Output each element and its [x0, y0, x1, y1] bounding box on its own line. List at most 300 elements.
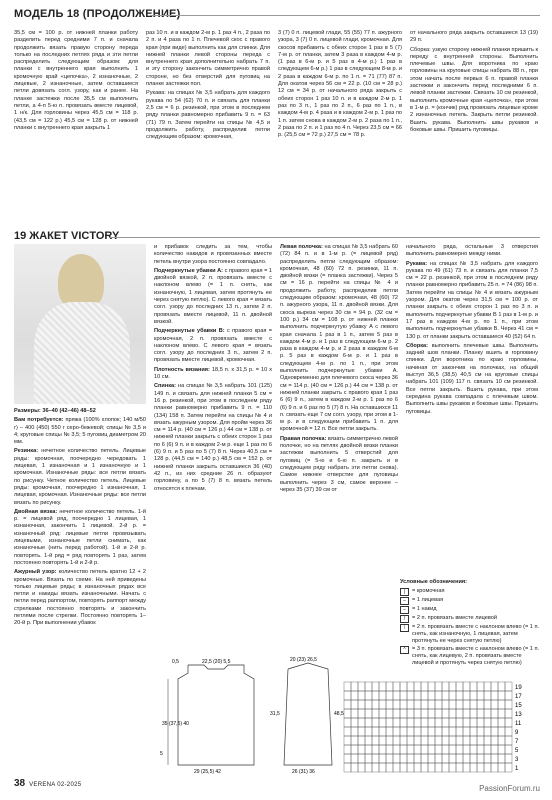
chart-cell	[365, 682, 372, 691]
chart-cell	[456, 700, 463, 709]
right-front-label: Правая полочка:	[280, 435, 327, 442]
chart-cell	[470, 709, 477, 718]
chart-cell	[421, 700, 428, 709]
legend-item	[400, 588, 540, 596]
chart-cell	[414, 718, 421, 727]
left-front-text: на спицах № 3,5 набрать 60 (72) 84 п. и в 1-м р. (= лицевой ряд) распределить петли следующим образом: кромочная, 48 (60) 72 п. резинки, 11 п. двойной вязки (= планка застежки). Через 5 см = 16 р. перейти на спицы № 4 и продолжить работу, распределив петли следующим образом: кромочная, 48 (60) 72 п. ажурного узора, 11 п. двойной вязки. Для скоса выреза через 30 см = 94 р. (32 см = 100 р.) 34 см = 108 р. от нижней планки выполнить подчеркнутую убавку А с левого края сначала 1 раз в 1 п., затем 5 раз в каждом 4-м р. и 1 раз в следующем 6-м р. 2 раза в каждом 4-м р. и 2 раза в каждом 6-м р. 5 раз в каждом 6-м р. и 1 раз в следующем 4-м р. по 1 п., при этом выполнить подчеркнутые убавки А. Одновременно для плечевого скоса через 36 см = 114 р. (40 см = 126 р.) 44 см = 138 р. от нижней планки закрыть с правого края 1 раз 6 (6) 9 п., затем в каждом 2-м р. 1 раз по 6 (6) 9 п. и 6 раз по 5 (7) 8 п. На оставшихся 11 п. связать еще 7 см согл. узору, при этом в 1-м р. и в следующем прибавить 1 п. для кромочной = 12 п. Все петли закрыть.	[280, 244, 399, 433]
chart-cell	[386, 736, 393, 745]
chart-cell	[358, 691, 365, 700]
chart-cell	[428, 700, 435, 709]
chart-cell	[379, 709, 386, 718]
assembly-text: выполнить плечевые швы. Выполнить задний шов планки. Планку вшить в горловину спинки. Для воротника по краю горловины, начиная от закончив на полочках, на общий выступ 36,5 (38,5) 40,5 см на круговые спицы набрать 101 (109) 117 п. связать 10 см резинкой. Все петли закрыть. Вшить рукава, при этом середина рукава совпадала с плечевым швом. Выполнить швы рукавов и боковые швы. Пришить пуговицы.	[406, 342, 538, 415]
chart-row-label: 5	[515, 748, 519, 754]
chart-cell	[372, 718, 379, 727]
section-divider	[110, 237, 540, 238]
chart-cell	[470, 700, 477, 709]
dim-neck: 22,5 (20) 5,5	[202, 659, 231, 665]
chart-cell	[400, 754, 407, 763]
top-col1-text: 35,5 см = 100 р. от нижней планки работу разделить перед средними 7 п. и сначала продолжить вязать правую сторону переда только на последних петлях ряда и эти петли распределить следующим образом: для планки с внутреннего края выполнить 1 кромочную край «цепочка», 2 изнаночные, 2 лицевые, 2 изнаночные, затем оставшиеся петли довязать согл. узору, как и ранее. На планке застежки после 35,5 см выполнить петли, а 4-п 5-ю п. провязать вместе лицевой, 1 н/к. Для горловины через 45,5 см = 118 р. (43,5 см = 122 р.) 45,5 см = 128 р. от нижней планки с внутреннего края закрыть 1	[14, 30, 138, 131]
legend-text: = кромочная	[412, 588, 445, 594]
chart-cell	[491, 718, 498, 727]
chart-cell	[358, 736, 365, 745]
chart-cell	[463, 745, 470, 754]
chart-cell	[421, 754, 428, 763]
chart-cell	[456, 727, 463, 736]
chart-cell	[365, 700, 372, 709]
chart-cell	[421, 718, 428, 727]
chart-cell	[393, 736, 400, 745]
chart-cell	[351, 718, 358, 727]
chart-cell	[435, 682, 442, 691]
top-col4b-text: Сборка: узкую сторону нижней планки пришить к переду с внутренней стороны. Выполнить плечевые швы. Для воротника по краю горловины на круговые спицы набрать 88 п., при этом начать после первых 6 п. правой планки застежки и закончить перед последними 6 п. левой планки застежки. Связать 10 см резинкой, выполнить кромочные края «цепочка», при этом в 1-м р. = (кончик) ряд провязать лицевые кроме 2 изнаночных петель. Закрыть петли резинкой. Вшить рукава. Выполнить швы рукавов и боковые швы. Пришить пуговицы.	[410, 46, 538, 133]
chart-cell	[351, 682, 358, 691]
chart-cell	[365, 745, 372, 754]
chart-cell	[421, 691, 428, 700]
chart-cell	[407, 691, 414, 700]
chart-cell	[463, 682, 470, 691]
legend-title: Условные обозначения:	[400, 579, 468, 585]
top-col2b-text: Рукава: на спицах № 3,5 набрать для каждого рукава по 54 (62) 70 п. и связать для планки 2,5 см = 6 р. резинкой, при этом в последнем ряду планки равномерно прибавить 9 п. = 63 (71) 79 п. Затем перейти на спицы № 4,5 и продолжить работу, распределив петли следующим образом: кромочная,	[146, 90, 270, 141]
chart-cell	[414, 727, 421, 736]
chart-cell	[442, 709, 449, 718]
top-col2-text: раз 10 п. и в каждом 2-м р. 1 раз 4 п., 2 раза по 2 п. и 4 раза по 1 п. Плечевой скос с правого края (при виде) выполнить как для спинки. Для нижней планки левой стороны переда с внутреннего края дополнительно набрать 7 п. и эту сторону закончить симметрично правой стороне, но без отверстий для пуговиц на планке застежки пол.	[146, 30, 270, 88]
chart-cell	[470, 718, 477, 727]
chart-cell	[498, 763, 505, 772]
legend-symbol: /	[400, 615, 409, 623]
chart-cell	[477, 754, 484, 763]
chart-row-label: 9	[515, 730, 519, 736]
chart-cell	[414, 691, 421, 700]
chart-cell	[407, 736, 414, 745]
sleeves-label: Рукава:	[406, 260, 428, 267]
chart-cell	[442, 700, 449, 709]
chart-cell	[358, 727, 365, 736]
chart-cell	[365, 709, 372, 718]
chart-cell	[400, 718, 407, 727]
top-column-1	[14, 30, 138, 134]
chart-cell	[442, 718, 449, 727]
chart-cell	[344, 709, 351, 718]
chart-cell	[491, 727, 498, 736]
chart-row-label: 7	[515, 739, 519, 745]
header-divider	[150, 15, 540, 16]
model-jacket	[34, 302, 130, 404]
chart-cell	[386, 682, 393, 691]
chart-cell	[505, 709, 512, 718]
dim-height: 35 (37,5) 40	[162, 721, 189, 727]
back-label: Спинка:	[154, 383, 177, 390]
top-column-4	[410, 30, 538, 136]
chart-cell	[379, 763, 386, 772]
chart-cell	[379, 682, 386, 691]
decrease-a-label: Подчеркнутые убавки А:	[154, 267, 224, 274]
top-col4-text: от начального ряда закрыть оставшиеся 13 (19) 29 п.	[410, 30, 538, 44]
chart-cell	[491, 691, 498, 700]
chart-cell	[344, 745, 351, 754]
chart-cell	[470, 691, 477, 700]
chart-cell	[484, 700, 491, 709]
left-front-label: Левая полочка:	[280, 244, 323, 250]
chart-cell	[351, 691, 358, 700]
chart-cell	[449, 682, 456, 691]
chart-cell	[393, 745, 400, 754]
dim-sleeve-top: 20 (23) 26,5	[290, 657, 317, 663]
chart-cell	[344, 763, 351, 772]
chart-cell	[365, 691, 372, 700]
chart-cell	[449, 736, 456, 745]
left-front-para	[280, 244, 398, 434]
chart-cell	[484, 709, 491, 718]
chart-cell	[379, 727, 386, 736]
mid-intro-text: и прибавок следить за тем, чтобы количество накидов и провязанных вместе петель внутри узора постоянно совпадало.	[154, 244, 272, 265]
chart-cell	[463, 763, 470, 772]
chart-cell	[498, 736, 505, 745]
right-column	[406, 244, 538, 418]
chart-row-label: 11	[515, 721, 522, 727]
chart-cell	[435, 754, 442, 763]
chart-cell	[379, 691, 386, 700]
legend-symbol: ^	[400, 646, 409, 654]
chart-cell	[372, 691, 379, 700]
rib-text: нечетное количество петель. Лицевые ряды: кромочная, поочередно чередовать 1 лицевая, 1 изнаночная и 1 изнаночную и 1 кромочная. Изнаночные ряды: все петли вязать по рисунку. Четное количество петель. Лицевые ряды: кромочная, поочередно 1 изнаночная, 1 лицевая, кромочная. Изнаночные ряды: все петли вязать по рисунку.	[14, 448, 146, 506]
chart-cell	[428, 709, 435, 718]
chart-cell	[407, 754, 414, 763]
chart-cell	[358, 754, 365, 763]
chart-cell	[344, 736, 351, 745]
chart-cell	[456, 754, 463, 763]
chart-cell	[491, 736, 498, 745]
chart-cell	[442, 682, 449, 691]
chart-cell	[407, 727, 414, 736]
sizes-text: Размеры: 36–40 (42–46) 48–52	[14, 408, 96, 414]
chart-cell	[477, 745, 484, 754]
chart-cell	[463, 709, 470, 718]
chart-cell	[386, 745, 393, 754]
chart-cell	[484, 691, 491, 700]
materials-text: пряжа (100% хлопок; 140 м/50 г) – 400 (450) 550 г серо-бежевой; спицы № 3,5 и 4; круговые спицы № 3,5; 5 пуговиц диаметром 20 мм.	[14, 417, 146, 446]
chart-cell	[414, 754, 421, 763]
chart-cell	[358, 700, 365, 709]
chart-cell	[484, 718, 491, 727]
chart-cell	[365, 736, 372, 745]
chart-cell	[505, 718, 512, 727]
chart-cell	[400, 763, 407, 772]
legend-items	[400, 588, 540, 667]
chart-cell	[477, 736, 484, 745]
chart-cell	[449, 691, 456, 700]
gauze-text: нечетное количество петель. 1-й р. = лицевой ряд, поочередно 1 лицевая, 1 изнаночная, закончить 1 лицевой. 2-й р. = изнаночный ряд: лицевые петли провязывать лицевыми, изнаночные петли снимать, как изнаночные (нить перед работой). 1-й и 2-й р. повторять. 1-й ряд = ряд повторять 1 раз, затем постоянно повторять 1-й и 2-й р.	[14, 508, 146, 566]
chart-cell	[351, 736, 358, 745]
chart-cell	[393, 700, 400, 709]
dim-bottom: 5	[160, 751, 163, 757]
chart-cell	[470, 736, 477, 745]
chart-cell	[414, 682, 421, 691]
chart-cell	[435, 700, 442, 709]
sleeves-text: на спицах № 3,5 набрать для каждого рукава по 49 (61) 73 п. и связать для планки 7,5 см = 22 р. резинкой, при этом в последнем ряду планки равномерно прибавить 25 п. = 74 (86) 98 п. Затем перейти на спицы № 4 и вязать ажурным узором. Для окатов через 31,5 см = 100 р. от планки закрыть с обеих сторон 1 раз по 3 п. и выполнить подчеркнутые убавки В 1 раз в 1-м р. и 17 раз в каждом 4-м р. по 1 п., при этом выполнить подчеркнутые убавки В. Через 41 см = 130 р. от планки закрыть оставшиеся 40 (52) 64 п.	[406, 260, 538, 340]
chart-cell	[491, 745, 498, 754]
legend-text: = 1 лицевая	[412, 597, 444, 603]
chart-cell	[505, 700, 512, 709]
chart-cell	[449, 718, 456, 727]
chart-cell	[379, 736, 386, 745]
legend-item	[400, 646, 540, 667]
chart-row-label: 3	[515, 757, 519, 763]
legend-text: = 2 п. провязать вместе с наклоном влево (= 1 п. снять, как изнаночную, 1 лицевая, затем протянуть ее через снятую петлю)	[412, 624, 540, 644]
legend-symbol: |	[400, 588, 409, 596]
chart-cell	[449, 709, 456, 718]
chart-cell	[484, 754, 491, 763]
chart-cell	[470, 727, 477, 736]
sleeve-schematic	[268, 655, 348, 777]
middle-column	[154, 244, 272, 495]
chart-cell	[498, 682, 505, 691]
chart-cell	[477, 709, 484, 718]
footer	[14, 778, 81, 789]
chart-cell	[463, 718, 470, 727]
chart-cell	[421, 682, 428, 691]
chart-cell	[463, 754, 470, 763]
legend	[400, 579, 540, 668]
chart-cell	[456, 763, 463, 772]
chart-cell	[456, 736, 463, 745]
chart-cell	[442, 727, 449, 736]
chart-cell	[393, 754, 400, 763]
chart-cell	[449, 727, 456, 736]
chart-cell	[379, 700, 386, 709]
chart-cell	[407, 745, 414, 754]
legend-symbol: \	[400, 624, 409, 632]
legend-text: = 2 п. провязать вместе лицевой	[412, 615, 498, 621]
chart-cell	[498, 754, 505, 763]
chart-cell	[428, 718, 435, 727]
chart-cell	[463, 691, 470, 700]
lace-text: количество петель кратно 12 + 2 кромочные. Вязать по схеме. На ней приведены только лицевые ряды; в изнаночных рядах все петли и накиды вязать изнаночными. Начать с петли перед раппортом, повторять раппорт между стрелками постоянно повторять и закончить петлями после стрелки. Постоянно повторять 1–20-й р. При выполнении убавок	[14, 569, 146, 627]
chart-cell	[414, 736, 421, 745]
chart-cell	[365, 718, 372, 727]
dim-sleeve-height: 31,5	[270, 711, 280, 717]
chart-cell	[470, 754, 477, 763]
chart-cell	[435, 763, 442, 772]
chart-cell	[400, 700, 407, 709]
decrease-b-text: с правого края = кромочная, 2 п. провязать вместе с наклоном влево. С левого края = вязать согл. узору до последних 3 п., затем 2 п. провязать вместе лицевой, кромочная.	[154, 328, 272, 364]
chart-cell	[407, 709, 414, 718]
materials-para	[14, 417, 146, 446]
chart-cell	[407, 763, 414, 772]
chart-cell	[386, 763, 393, 772]
chart-cell	[428, 736, 435, 745]
chart-cell	[456, 718, 463, 727]
chart-cell	[358, 763, 365, 772]
sleeves-para	[406, 261, 538, 341]
chart-cell	[442, 736, 449, 745]
chart-cell	[386, 709, 393, 718]
chart-cell	[400, 727, 407, 736]
chart-cell	[386, 727, 393, 736]
chart-cell	[491, 763, 498, 772]
decrease-a-text: с правого края = 1 двойной вязкой, 2 п. провязать вместе с наклоном влево (= 1 п. снять, как изнаночную, 1 лицевая, затем протянуть ее через снятую петлю). С левого края = вязать согл. узору до последних 13 п., затем 2 п. провязать вместе лицевой, 11 п. двойной вязкой.	[154, 267, 272, 325]
chart-cell	[498, 709, 505, 718]
legend-item	[400, 606, 540, 614]
chart-cell	[435, 718, 442, 727]
back-schematic	[158, 655, 270, 777]
chart-cell	[386, 754, 393, 763]
chart-cell	[442, 763, 449, 772]
chart-row-label: 13	[515, 712, 522, 718]
assembly-label: Сборка:	[406, 342, 429, 349]
legend-item	[400, 624, 540, 645]
lace-label: Ажурный узор:	[14, 569, 57, 576]
chart-cell	[393, 763, 400, 772]
chart-cell	[491, 754, 498, 763]
legend-text: = 3 п. провязать вместе с наклоном влево (= 1 п. снять, как лицевую, 2 п. провязать вместе лицевой и протянуть через снятую петлю)	[412, 646, 540, 666]
chart-cell	[358, 709, 365, 718]
legend-text: = 1 накид	[412, 606, 437, 612]
chart-cell	[344, 754, 351, 763]
decrease-a-para	[154, 268, 272, 326]
page-number: 38	[14, 778, 26, 789]
back-text: на спицах № 3,5 набрать 101 (125) 149 п. и связать для нижней планки 5 см = 16 р. резинкой, при этом в последнем ряду планки равномерно прибавить 9 п. = 110 (134) 158 п. Затем перейти на спицы № 4 и вязать ажурным узором. Для пройм через 36 см = 114 р. (40 см = 126 р.) 44 см = 138 р. от нижней планки закрыть с обеих сторон 1 раз по 6 (6) 9 п. и в каждом 2-м р. еще 1 раз по 6 (6) 9 п. и 5 раз по 5 (7) 8 п. Через 40,5 см = 128 р. (44,5 см = 140 р.) 48,5 см = 152 р. от нижней планки закрыть оставшиеся 36 (40) 42 п., из них средние 26 п. образуют горловину, а по 5 (7) 8 п. вязать петель относятся к плечам.	[154, 383, 272, 492]
chart-cell	[400, 682, 407, 691]
gauze-label: Двойная вязка:	[14, 508, 58, 515]
chart-cell	[351, 709, 358, 718]
chart-cell	[449, 700, 456, 709]
chart-cell	[456, 691, 463, 700]
magazine-name: VERENA 02-2025	[29, 782, 82, 788]
chart-cell	[372, 745, 379, 754]
chart-cell	[428, 727, 435, 736]
chart-cell	[365, 763, 372, 772]
chart-cell	[484, 763, 491, 772]
rib-para	[14, 448, 146, 506]
right-front-text: вязать симметрично левой полочке, но на петлях двойной вязки планки застежки выполнить 5 отверстий для пуговиц (= 5-ю и 6-ю п. закрыть и в следующем ряду набрать эти петли снова). Самое нижнее отверстие для пуговицы выполнить через 3 см, самое верхнее – через 35 (37) 39 см от	[280, 435, 399, 493]
chart-cell	[463, 700, 470, 709]
chart-cell	[505, 691, 512, 700]
legend-item	[400, 615, 540, 623]
model-photo	[14, 244, 146, 404]
chart-cell	[428, 745, 435, 754]
chart-cell	[372, 736, 379, 745]
chart-cell	[456, 745, 463, 754]
chart-cell	[498, 745, 505, 754]
chart-cell	[351, 745, 358, 754]
chart-cell	[463, 727, 470, 736]
chart-cell	[449, 745, 456, 754]
chart-cell	[344, 727, 351, 736]
chart-cell	[421, 736, 428, 745]
chart-row-label: 17	[515, 694, 522, 700]
chart-cell	[372, 709, 379, 718]
chart-cell	[351, 700, 358, 709]
dim-sleeve-length: 48,5	[334, 711, 344, 717]
dim-top: 0,5	[172, 659, 179, 665]
chart-cell	[407, 700, 414, 709]
chart-cell	[498, 700, 505, 709]
legend-symbol: –	[400, 597, 409, 605]
left-column	[14, 408, 146, 630]
chart-cell	[421, 763, 428, 772]
chart-cell	[477, 763, 484, 772]
chart-cell	[365, 727, 372, 736]
chart-cell	[379, 745, 386, 754]
chart-cell	[463, 736, 470, 745]
decrease-b-para	[154, 328, 272, 364]
chart-cell	[477, 718, 484, 727]
chart-cell	[358, 745, 365, 754]
chart-cell	[505, 727, 512, 736]
chart-row-label: 19	[515, 685, 522, 691]
legend-item	[400, 597, 540, 605]
chart-cell	[505, 682, 512, 691]
chart-cell	[442, 691, 449, 700]
chart-cell	[498, 727, 505, 736]
section-title: 19 ЖАКЕТ VICTORY	[14, 230, 120, 242]
chart-cell	[491, 700, 498, 709]
chart-cell	[505, 736, 512, 745]
top-column-2	[146, 30, 270, 143]
dim-sleeve-bottom: 26 (31) 36	[292, 769, 315, 775]
chart-cell	[379, 754, 386, 763]
chart-cell	[372, 727, 379, 736]
density-label: Плотность вязания:	[154, 366, 210, 373]
chart-row-label: 1	[515, 766, 519, 772]
chart-cell	[379, 718, 386, 727]
chart-cell	[428, 754, 435, 763]
chart-cell	[477, 727, 484, 736]
chart-cell	[414, 700, 421, 709]
chart-cell	[372, 763, 379, 772]
back-outline	[178, 665, 254, 765]
chart-cell	[414, 709, 421, 718]
chart-cell	[449, 763, 456, 772]
chart-cell	[393, 682, 400, 691]
chart-cell	[400, 736, 407, 745]
chart-cell	[393, 718, 400, 727]
gauze-para	[14, 509, 146, 567]
density-text: 18,5 п. x 31,5 р. = 10 x 10 см.	[154, 366, 272, 381]
chart-cell	[484, 736, 491, 745]
chart-cell	[372, 700, 379, 709]
chart-cell	[407, 718, 414, 727]
chart-cell	[414, 745, 421, 754]
materials-label: Вам потребуется:	[14, 417, 64, 424]
chart-row-label: 15	[515, 703, 522, 709]
buttonhole-text: начального ряда, остальные 3 отверстия выполнить равномерно между ними.	[406, 244, 538, 258]
chart-cell	[477, 691, 484, 700]
chart-cell	[498, 718, 505, 727]
rib-label: Резинка:	[14, 448, 39, 455]
left-front-column	[280, 244, 398, 496]
chart-cell	[498, 691, 505, 700]
legend-symbol: –	[400, 606, 409, 614]
sleeve-outline	[284, 663, 332, 765]
chart-cell	[344, 700, 351, 709]
chart-cell	[344, 691, 351, 700]
dim-width: 29 (25,5) 42	[194, 769, 221, 775]
chart-cell	[400, 691, 407, 700]
back-para	[154, 383, 272, 492]
chart-cell	[435, 736, 442, 745]
chart-cell	[456, 682, 463, 691]
chart-cell	[386, 700, 393, 709]
top-col3-text: 3 (7) 0 п. лицевой глади, 55 (55) 77 п. ажурного узора, 3 (7) 0 п. лицевой глади, кромочная. Для скосов прибавить с обеих сторон 1 раз в 5 (7) 7-м р. от планки, затем 3 раза в каждом 4-м р. (1 раз в 6-м р. и 5 раз в 4-м р.) 1 раз в следующем 6-м р.) 1 раз в следующем 8-м р. и 2 раза в каждом 6-м р. по 1 п. = 71 (77) 87 п. Для окатов через 56 см = 22 р. (10 см = 28 р.) 12 см = 34 р. от начального ряда закрыть с обеих сторон 1 раз 10 п. и в каждом 2-м р. 1 раз по 3 п., 1 раз по 2 п., 6 раз по 1 п., в каждом 4-м р. 4 раза и в каждом 2-м р. 1 раз по 1 п. затем снова в каждом 2-м р. 2 раза по 1 п., 2 раза по 2 п. и 1 раз по 4 п. Через 23,5 см = 66 р. (25,5 см = 72 р.) 27,5 см = 78 р.	[278, 30, 402, 139]
chart-cell	[505, 754, 512, 763]
chart-cell	[435, 709, 442, 718]
chart-cell	[505, 745, 512, 754]
chart-cell	[393, 727, 400, 736]
chart-cell	[344, 682, 351, 691]
assembly-para	[406, 343, 538, 416]
chart-cell	[477, 700, 484, 709]
